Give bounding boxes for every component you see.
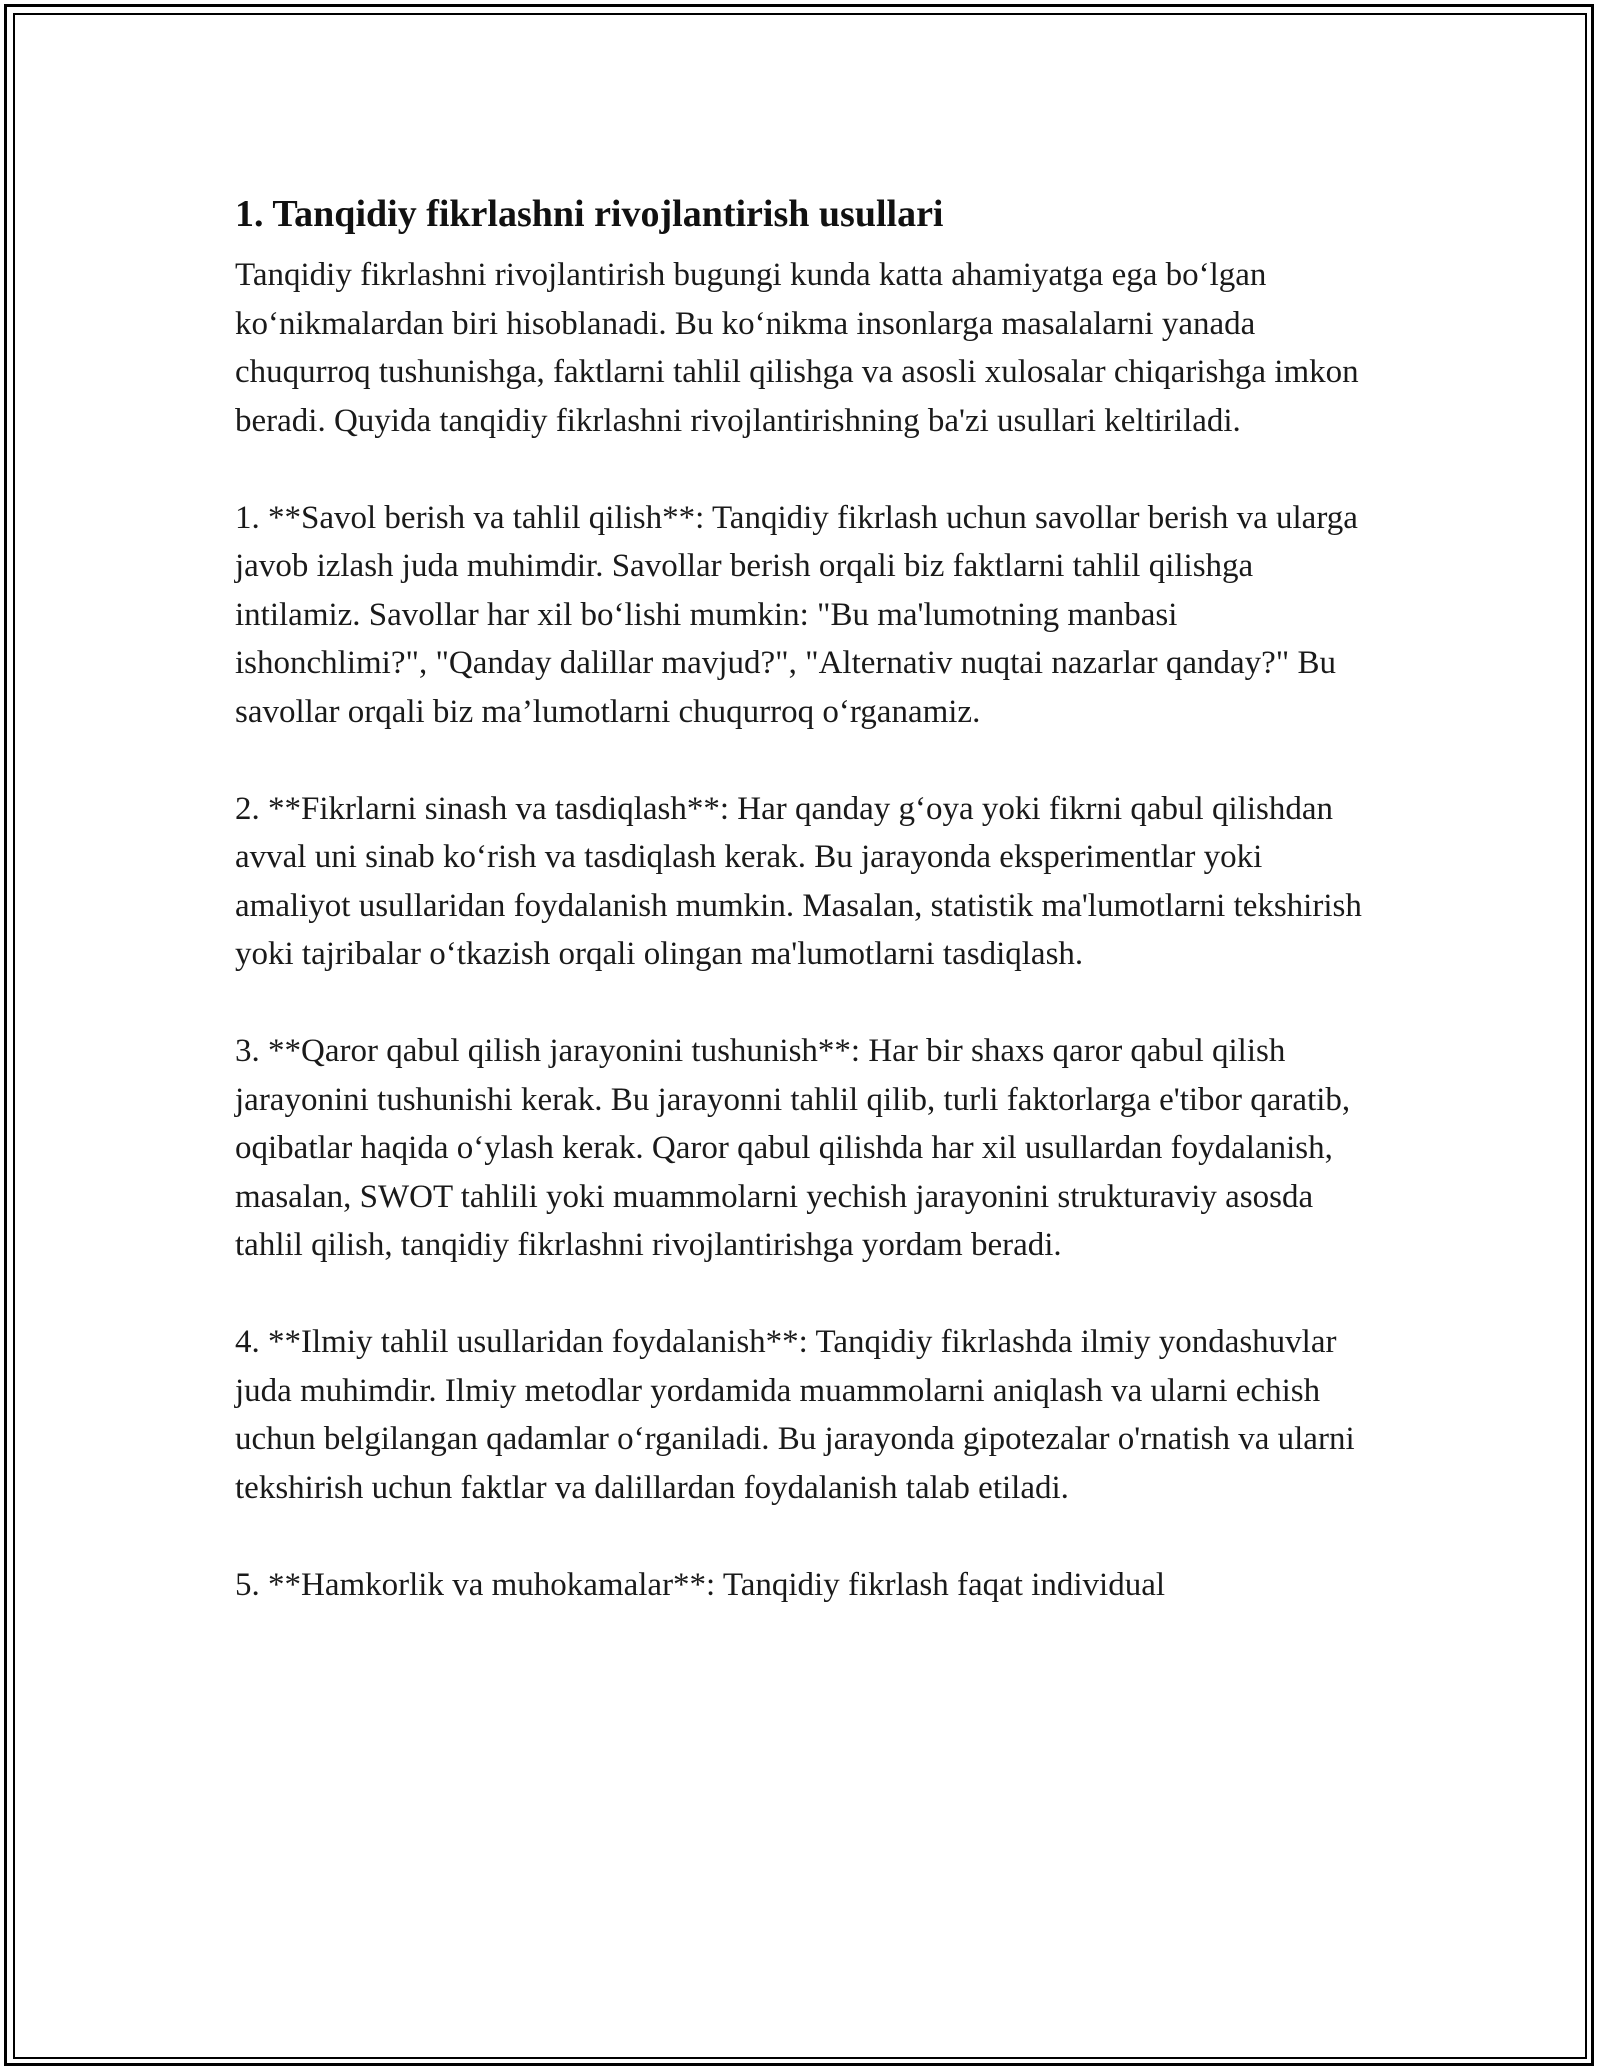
list-item-4: 4. **Ilmiy tahlil usullaridan foydalanish**: Tanqidiy fikrlashda ilmiy yondashuvlar juda muhimdir. Ilmiy metodlar yordamida muammolarni aniqlash va ularni echish uchun belgilangan qadamlar o‘rganiladi. Bu jarayonda gipotezalar o'rnatish va ularni tekshirish uchun faktlar va dalillardan foydalanish talab etiladi. xyxy=(235,1324,1355,1506)
list-item-2: 2. **Fikrlarni sinash va tasdiqlash**: Har qanday g‘oya yoki fikrni qabul qilishdan avval uni sinab ko‘rish va tasdiqlash kerak. Bu jarayonda eksperimentlar yoki amaliyot usullaridan foydalanish mumkin. Masalan, statistik ma'lumotlarni tekshirish yoki tajribalar o‘tkazish orqali olingan ma'lumotlarni tasdiqlash. xyxy=(235,790,1362,972)
list-item-1: 1. **Savol berish va tahlil qilish**: Tanqidiy fikrlash uchun savollar berish va ularga javob izlash juda muhimdir. Savollar berish orqali biz faktlarni tahlil qilishga intilamiz. Savollar har xil bo‘lishi mumkin: "Bu ma'lumotning manbasi ishonchlimi?", "Qanday dalillar mavjud?", "Alternativ nuqtai nazarlar qanday?" Bu savollar orqali biz ma’lumotlarni chuqurroq o‘rganamiz. xyxy=(235,499,1358,730)
list-item-5: 5. **Hamkorlik va muhokamalar**: Tanqidiy fikrlash faqat individual xyxy=(235,1566,1166,1603)
intro-paragraph: Tanqidiy fikrlashni rivojlantirish bugungi kunda katta ahamiyatga ega bo‘lgan ko‘nikmalardan biri hisoblanadi. Bu ko‘nikma insonlarga masalalarni yanada chuqurroq tushunishga, faktlarni tahlil qilishga va asosli xulosalar chiqarishga imkon beradi. Quyida tanqidiy fikrlashni rivojlantirishning ba'zi usullari keltiriladi. xyxy=(235,257,1359,439)
list-item-3: 3. **Qaror qabul qilish jarayonini tushunish**: Har bir shaxs qaror qabul qilish jarayonini tushunishi kerak. Bu jarayonni tahlil qilib, turli faktorlarga e'tibor qaratib, oqibatlar haqida o‘ylash kerak. Qaror qabul qilishda har xil usullardan foydalanish, masalan, SWOT tahlili yoki muammolarni yechish jarayonini strukturaviy asosda tahlil qilish, tanqidiy fikrlashni rivojlantirishga yordam beradi. xyxy=(235,1033,1351,1263)
document-title: 1. Tanqidiy fikrlashni rivojlantirish usullari xyxy=(235,193,944,235)
document-body xyxy=(235,185,1375,1609)
